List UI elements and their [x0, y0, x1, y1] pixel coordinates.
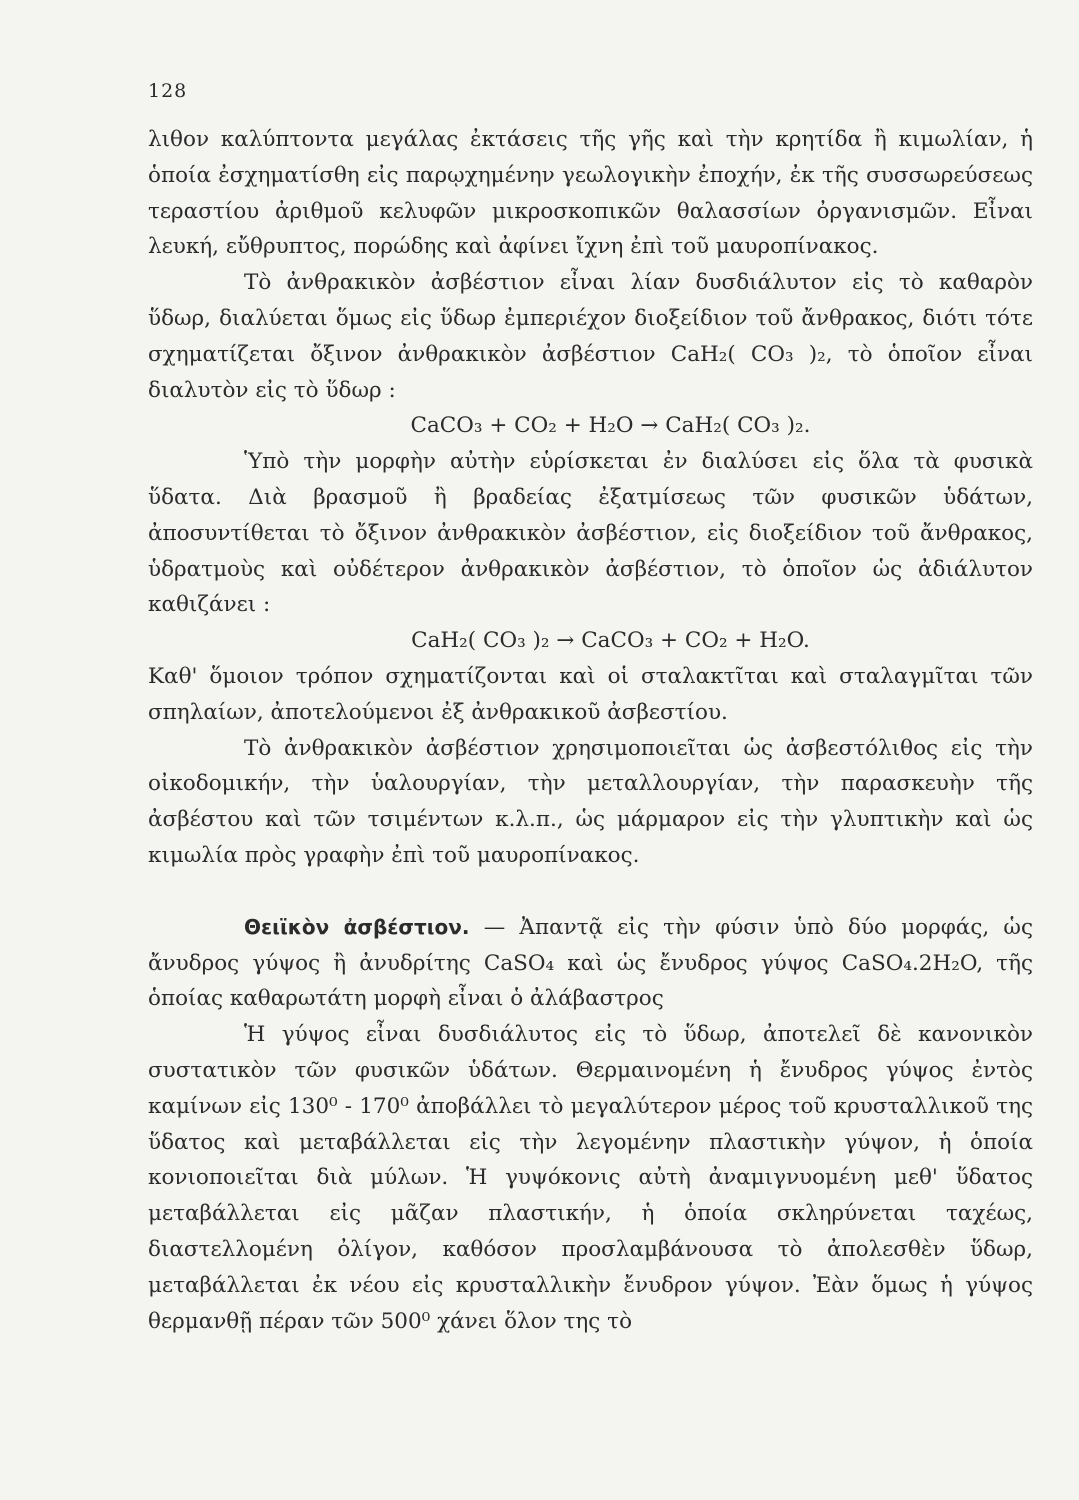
- section-intro-text: — Ἀπαντᾷ εἰς τὴν φύσιν ὑπὸ δύο μορφάς, ὡς ἄνυδρος γύψος ἢ ἀνυδρίτης CaSO₄ καὶ ὡς ἔνυδρος γύψος CaSO₄.2H₂O, τῆς ὁποίας καθαρωτάτη μορφὴ εἶναι ὁ ἀλάβαστρος: [148, 914, 1033, 1012]
- paragraph-solubility: Τὸ ἀνθρακικὸν ἀσβέστιον εἶναι λίαν δυσδιάλυτον εἰς τὸ καθαρὸν ὕδωρ, διαλύεται ὅμως εἰς ὕδωρ ἐμπεριέχον διοξείδιον τοῦ ἄνθρακος, διότι τότε σχηματίζεται ὄξινον ἀνθρακικὸν ἀσβέστιον CaH₂( CO₃ )₂, τὸ ὁποῖον εἶναι διαλυτὸν εἰς τὸ ὕδωρ :: [148, 270, 1033, 403]
- paragraph-calcium-sulfate: [148, 910, 1033, 1017]
- paragraph-natural-waters: Ὑπὸ τὴν μορφὴν αὐτὴν εὑρίσκεται ἐν διαλύσει εἰς ὅλα τὰ φυσικὰ ὕδατα. Διὰ βρασμοῦ ἢ βραδείας ἐξατμίσεως τῶν φυσικῶν ὑδάτων, ἀποσυντίθεται τὸ ὄξινον ἀνθρακικὸν ἀσβέστιον, εἰς διοξείδιον τοῦ ἄνθρακος, ὑδρατμοὺς καὶ οὐδέτερον ἀνθρακικὸν ἀσβέστιον, τὸ ὁποῖον ὡς ἀδιάλυτον καθιζάνει :: [148, 449, 1033, 618]
- paragraph-stalactites: Καθ' ὅμοιον τρόπον σχηματίζονται καὶ οἱ σταλακτῖται καὶ σταλαγμῖται τῶν σπηλαίων, ἀποτελούμενοι ἐξ ἀνθρακικοῦ ἀσβεστίου.: [148, 663, 1033, 725]
- paragraph-gypsum: Ἡ γύψος εἶναι δυσδιάλυτος εἰς τὸ ὕδωρ, ἀποτελεῖ δὲ κανονικὸν συστατικὸν τῶν φυσικῶν ὑδάτων. Θερμαινομένη ἡ ἔνυδρος γύψος ἐντὸς καμίνων εἰς 130⁰ - 170⁰ ἀποβάλλει τὸ μεγαλύτερον μέρος τοῦ κρυσταλλικοῦ της ὕδατος καὶ μεταβάλλεται εἰς τὴν λεγομένην πλαστικὴν γύψον, ἡ ὁποία κονιοποιεῖται διὰ μύλων. Ἡ γυψόκονις αὐτὴ ἀναμιγνυομένη μεθ' ὕδατος μεταβάλλεται εἰς μᾶζαν πλαστικήν, ἡ ὁποία σκληρύνεται ταχέως, διαστελλομένη ὀλίγον, καθόσον προσλαμβάνουσα τὸ ἀπολεσθὲν ὕδωρ, μεταβάλλεται ἐκ νέου εἰς κρυσταλλικὴν ἔνυδρον γύψον. Ἐὰν ὅμως ἡ γύψος θερμανθῇ πέραν τῶν 500⁰ χάνει ὅλον της τὸ: [148, 1022, 1033, 1334]
- paragraph-uses: Τὸ ἀνθρακικὸν ἀσβέστιον χρησιμοποιεῖται ὡς ἀσβεστόλιθος εἰς τὴν οἰκοδομικήν, τὴν ὑαλουργίαν, τὴν μεταλλουργίαν, τὴν παρασκευὴν τῆς ἀσβέστου καὶ τῶν τσιμέντων κ.λ.π., ὡς μάρμαρον εἰς τὴν γλυπτικὴν καὶ ὡς κιμωλία πρὸς γραφὴν ἐπὶ τοῦ μαυροπίνακος.: [148, 735, 1033, 868]
- body-text: [148, 122, 1033, 1339]
- equation-dissolution: CaCO₃ + CO₂ + H₂O → CaH₂( CO₃ )₂.: [410, 413, 811, 439]
- section-title: Θειϊκὸν ἀσβέστιον.: [244, 914, 470, 939]
- page-number: 128: [148, 80, 188, 102]
- equation-decomposition: CaH₂( CO₃ )₂ → CaCO₃ + CO₂ + H₂O.: [411, 628, 810, 654]
- paragraph-chalk: λιθον καλύπτοντα μεγάλας ἐκτάσεις τῆς γῆς καὶ τὴν κρητίδα ἢ κιμωλίαν, ἡ ὁποία ἐσχηματίσθη εἰς παρῳχημένην γεωλογικὴν ἐποχήν, ἐκ τῆς συσσωρεύσεως τεραστίου ἀριθμοῦ κελυφῶν μικροσκοπικῶν θαλασσίων ὀργανισμῶν. Εἶναι λευκή, εὔθρυπτος, πορώδης καὶ ἀφίνει ἴχνη ἐπὶ τοῦ μαυροπίνακος.: [148, 127, 1033, 260]
- section-spacer: [148, 874, 1033, 910]
